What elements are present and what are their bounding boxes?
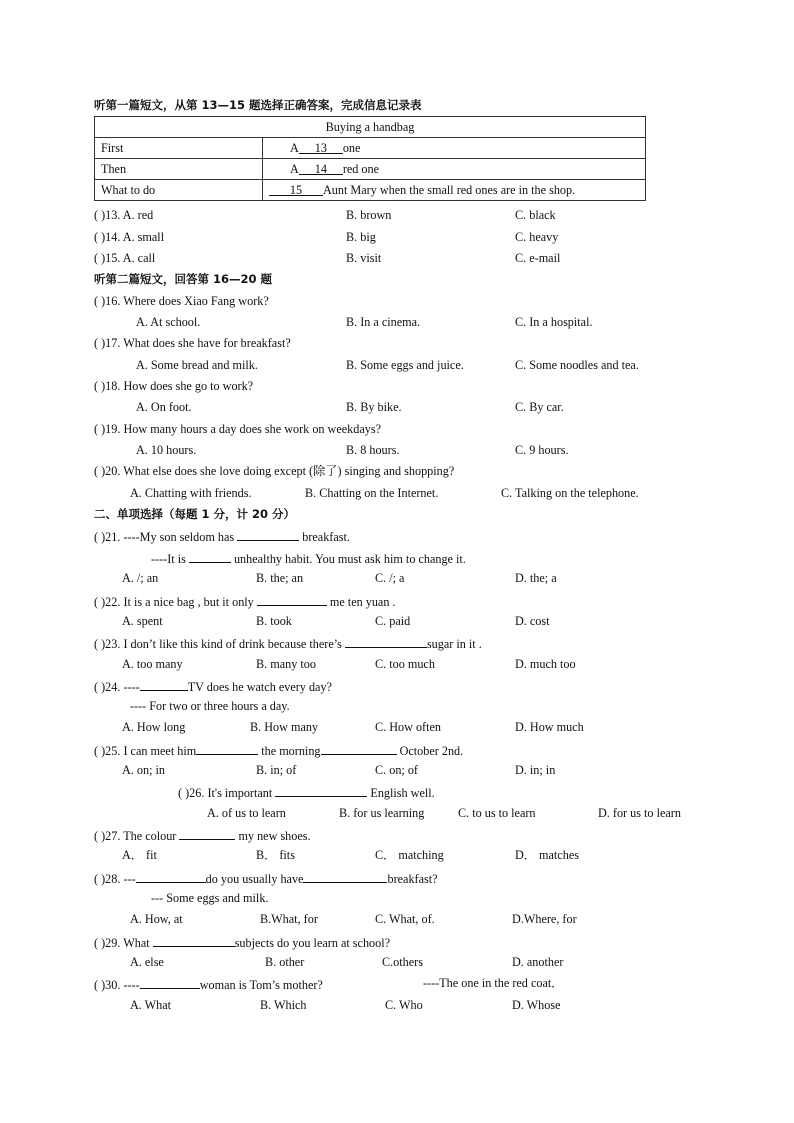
option-a: A. How long xyxy=(122,720,186,734)
option-b: B. many too xyxy=(256,657,316,671)
blank[interactable] xyxy=(189,550,231,563)
option-c: C. In a hospital. xyxy=(515,315,593,329)
answer-bracket[interactable]: ( ) xyxy=(94,680,106,694)
answer-bracket[interactable]: ( ) xyxy=(94,595,106,609)
option-c: C. black xyxy=(515,208,556,222)
option-a: A. Some bread and milk. xyxy=(136,358,258,372)
option-d: D. How much xyxy=(515,720,584,734)
option-a: A. At school. xyxy=(136,315,201,329)
question-25: ( )25. I can meet him the morning October 2nd. xyxy=(94,744,464,758)
answer-bracket[interactable]: ( ) xyxy=(94,294,106,308)
option-b: B. visit xyxy=(346,251,382,265)
answer-bracket[interactable]: ( ) xyxy=(94,336,106,350)
option-c: C. Some noodles and tea. xyxy=(515,358,639,372)
option-d: D. Whose xyxy=(512,998,561,1012)
option-d: D. much too xyxy=(515,657,576,671)
blank[interactable] xyxy=(257,593,327,606)
table-row xyxy=(95,180,646,201)
answer-bracket[interactable]: ( ) xyxy=(94,530,106,544)
answer-bracket[interactable]: ( ) xyxy=(94,744,106,758)
answer-bracket[interactable]: ( ) xyxy=(94,230,106,244)
question-17: ( )17. What does she have for breakfast? xyxy=(94,336,291,350)
option-a: A. too many xyxy=(122,657,183,671)
option-a: A. /; an xyxy=(122,571,159,585)
option-a: A. What xyxy=(130,998,172,1012)
option-c: C. on; of xyxy=(375,763,418,777)
blank[interactable] xyxy=(153,934,235,947)
option-b: B. Some eggs and juice. xyxy=(346,358,464,372)
row-content: A 14 red one xyxy=(263,159,646,180)
section2-heading: 听第二篇短文，回答第 16—20 题 xyxy=(94,272,273,286)
row-content: A 13 one xyxy=(263,138,646,159)
option-b: B. brown xyxy=(346,208,392,222)
question-22: ( )22. It is a nice bag , but it only me ten yuan . xyxy=(94,595,396,609)
option-c: C. paid xyxy=(375,614,411,628)
option-d: D． matches xyxy=(515,848,579,862)
question-13: ( )13. A. red xyxy=(94,208,154,222)
question-14: ( )14. A. small xyxy=(94,230,165,244)
option-a: A. Chatting with friends. xyxy=(130,486,252,500)
question-29: ( )29. What subjects do you learn at school? xyxy=(94,936,391,950)
option-c: C.others xyxy=(382,955,423,969)
answer-bracket[interactable]: ( ) xyxy=(94,422,106,436)
question-20: ( )20. What else does she love doing except (除了) singing and shopping? xyxy=(94,464,455,478)
option-c: C. e-mail xyxy=(515,251,561,265)
option-d: D. the; a xyxy=(515,571,557,585)
question-18: ( )18. How does she go to work? xyxy=(94,379,254,393)
option-b: B． fits xyxy=(256,848,295,862)
blank[interactable] xyxy=(196,742,258,755)
question-15: ( )15. A. call xyxy=(94,251,156,265)
option-d: D.Where, for xyxy=(512,912,577,926)
blank[interactable] xyxy=(140,678,188,691)
row-label: What to do xyxy=(95,180,263,201)
answer-bracket[interactable]: ( ) xyxy=(94,208,106,222)
option-b: B. By bike. xyxy=(346,400,402,414)
question-19: ( )19. How many hours a day does she work on weekdays? xyxy=(94,422,382,436)
blank[interactable] xyxy=(321,742,397,755)
option-b: B. Chatting on the Internet. xyxy=(305,486,439,500)
question-24: ( )24. ---- TV does he watch every day? xyxy=(94,680,332,694)
option-b: B. Which xyxy=(260,998,307,1012)
blank[interactable] xyxy=(303,870,387,883)
option-b: B. In a cinema. xyxy=(346,315,421,329)
table-row xyxy=(95,138,646,159)
table-title: Buying a handbag xyxy=(95,117,646,138)
question-30: ( )30. ---- woman is Tom’s mother? xyxy=(94,978,323,992)
question-21-reply: ----It is unhealthy habit. You must ask him to change it. xyxy=(151,552,466,566)
question-28-reply: --- Some eggs and milk. xyxy=(151,891,269,905)
question-23: ( )23. I don’t like this kind of drink because there’s sugar in it . xyxy=(94,637,482,651)
row-label: Then xyxy=(95,159,263,180)
option-c: C. too much xyxy=(375,657,435,671)
question-28: ( )28. --- do you usually have breakfast? xyxy=(94,872,438,886)
answer-bracket[interactable]: ( ) xyxy=(94,464,106,478)
section3-heading: 二、单项选择（每题 1 分，计 20 分） xyxy=(94,507,296,521)
info-record-table xyxy=(94,116,646,201)
option-a: A． fit xyxy=(122,848,157,862)
option-b: B. for us learning xyxy=(339,806,425,820)
option-a: A. on; in xyxy=(122,763,165,777)
answer-bracket[interactable]: ( ) xyxy=(94,251,106,265)
option-c: C. heavy xyxy=(515,230,559,244)
option-c: C. /; a xyxy=(375,571,405,585)
answer-bracket[interactable]: ( ) xyxy=(94,936,106,950)
option-a: A. On foot. xyxy=(136,400,192,414)
answer-bracket[interactable]: ( ) xyxy=(178,786,190,800)
table-row xyxy=(95,117,646,138)
option-b: B. other xyxy=(265,955,305,969)
option-a: A. 10 hours. xyxy=(136,443,197,457)
option-c: C. By car. xyxy=(515,400,564,414)
option-c: C. Talking on the telephone. xyxy=(501,486,639,500)
option-d: D. in; in xyxy=(515,763,556,777)
question-21: ( )21. ----My son seldom has breakfast. xyxy=(94,530,350,544)
option-c: C. Who xyxy=(385,998,423,1012)
option-b: B.What, for xyxy=(260,912,318,926)
answer-bracket[interactable]: ( ) xyxy=(94,978,106,992)
option-b: B. took xyxy=(256,614,292,628)
option-a: A. of us to learn xyxy=(207,806,286,820)
blank[interactable] xyxy=(179,827,235,840)
option-b: B. 8 hours. xyxy=(346,443,400,457)
blank-14[interactable]: 14 xyxy=(299,162,343,175)
row-content: 15 Aunt Mary when the small red ones are in the shop. xyxy=(263,180,646,201)
blank-15[interactable]: 15 xyxy=(269,183,323,196)
row-label: First xyxy=(95,138,263,159)
option-b: B. big xyxy=(346,230,376,244)
blank[interactable] xyxy=(136,870,206,883)
section1-heading: 听第一篇短文，从第 13—15 题选择正确答案，完成信息记录表 xyxy=(94,98,422,112)
blank-13[interactable]: 13 xyxy=(299,141,343,154)
question-30-reply: ----The one in the red coat． xyxy=(423,976,564,990)
blank[interactable] xyxy=(345,635,427,648)
blank[interactable] xyxy=(275,784,367,797)
blank[interactable] xyxy=(140,976,200,989)
option-b: B. the; an xyxy=(256,571,304,585)
option-d: D. for us to learn xyxy=(598,806,681,820)
table-row xyxy=(95,159,646,180)
question-27: ( )27. The colour my new shoes. xyxy=(94,829,311,843)
option-a: A. spent xyxy=(122,614,163,628)
answer-bracket[interactable]: ( ) xyxy=(94,379,106,393)
answer-bracket[interactable]: ( ) xyxy=(94,829,106,843)
blank[interactable] xyxy=(237,528,299,541)
option-c: C. What, of. xyxy=(375,912,435,926)
option-d: D. another xyxy=(512,955,564,969)
question-26: ( )26. It's important English well. xyxy=(178,786,435,800)
answer-bracket[interactable]: ( ) xyxy=(94,872,106,886)
option-c: C. 9 hours. xyxy=(515,443,569,457)
answer-bracket[interactable]: ( ) xyxy=(94,637,106,651)
option-c: C． matching xyxy=(375,848,444,862)
option-c: C. How often xyxy=(375,720,442,734)
option-b: B. in; of xyxy=(256,763,297,777)
option-d: D. cost xyxy=(515,614,550,628)
question-24-reply: ---- For two or three hours a day. xyxy=(130,699,290,713)
question-16: ( )16. Where does Xiao Fang work? xyxy=(94,294,269,308)
option-a: A. else xyxy=(130,955,164,969)
option-a: A. How, at xyxy=(130,912,183,926)
option-b: B. How many xyxy=(250,720,319,734)
option-c: C. to us to learn xyxy=(458,806,536,820)
